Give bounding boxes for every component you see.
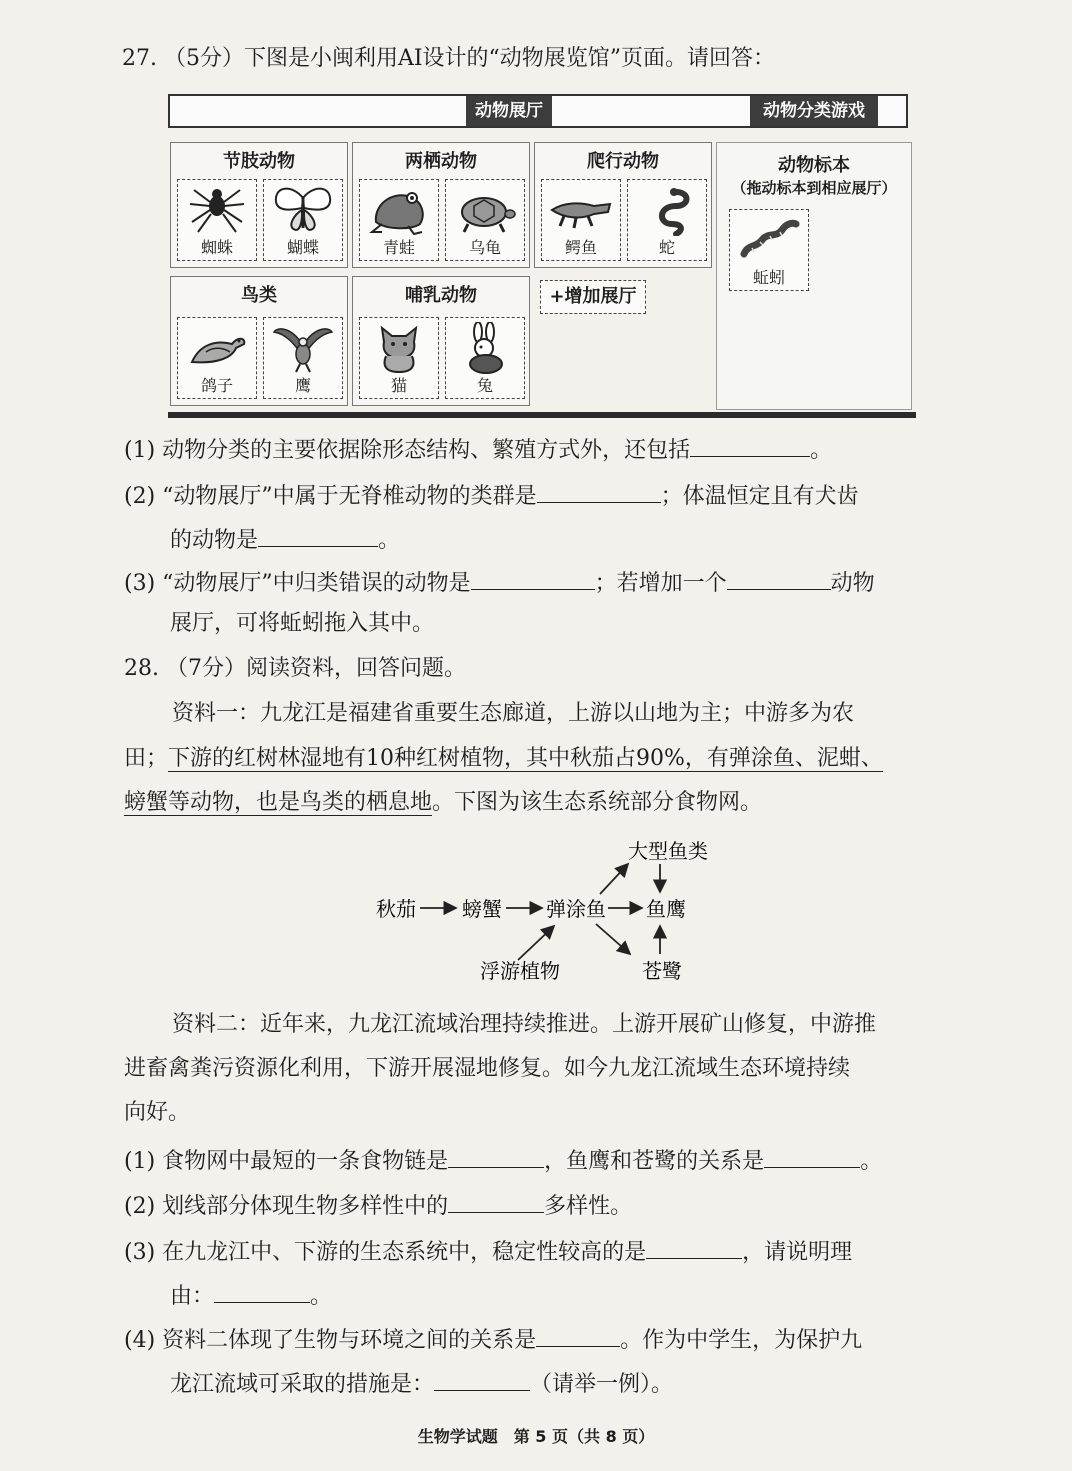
q28-s3-text-c: 由： <box>170 1284 215 1309</box>
animal-name: 乌龟 <box>468 238 501 257</box>
q27-sub2-cont <box>170 522 400 556</box>
cat-icon <box>368 322 430 374</box>
answer-blank[interactable] <box>537 478 661 503</box>
animal-name: 鳄鱼 <box>564 238 597 257</box>
q27-s1-text: (1) 动物分类的主要依据除形态结构、繁殖方式外，还包括 <box>124 438 691 463</box>
answer-blank[interactable] <box>646 1234 742 1259</box>
answer-blank[interactable] <box>471 565 595 590</box>
q28-sub4 <box>124 1322 862 1356</box>
panel-bottom-bar <box>168 412 916 418</box>
frog-icon <box>368 184 430 236</box>
q28-sub1 <box>124 1143 882 1177</box>
answer-blank[interactable] <box>214 1278 310 1303</box>
q27-sub3-cont: 展厅，可将蚯蚓拖入其中。 <box>170 611 435 636</box>
animal-card-turtle[interactable] <box>445 179 525 261</box>
animal-name: 兔 <box>476 376 493 395</box>
period: 。 <box>860 1149 883 1174</box>
node-heron: 苍鹭 <box>642 959 682 983</box>
q27-header: 27. （5分）下图是小闽利用AI设计的“动物展览馆”页面。请回答： <box>122 46 776 71</box>
q28-sub3-cont <box>170 1278 332 1312</box>
q27-s3-text: (3) “动物展厅”中归类错误的动物是 <box>124 571 471 596</box>
animal-name: 蚯蚓 <box>752 268 785 287</box>
q27-s3-text-b: ；若增加一个 <box>594 571 727 596</box>
q28-s3-text: (3) 在九龙江中、下游的生态系统中，稳定性较高的是 <box>124 1240 647 1265</box>
arrow <box>600 864 628 894</box>
q28-sub2 <box>124 1188 632 1222</box>
answer-blank[interactable] <box>448 1143 544 1168</box>
animal-card-spider[interactable] <box>177 179 257 261</box>
butterfly-icon <box>272 184 334 236</box>
hall-mammal <box>352 276 530 406</box>
q27-s3-text-c: 动物 <box>830 571 875 596</box>
node-osprey: 鱼鹰 <box>646 897 686 921</box>
animal-card-cat[interactable] <box>359 317 439 399</box>
hall-bird <box>170 276 348 406</box>
hall-title: 鸟类 <box>241 285 277 306</box>
hall-title: 节肢动物 <box>223 151 295 172</box>
arrow <box>596 924 630 954</box>
q28-s2-text-b: 多样性。 <box>544 1194 633 1219</box>
node-mudskipper: 弹涂鱼 <box>546 897 606 921</box>
material1-line1: 资料一：九龙江是福建省重要生态廊道，上游以山地为主；中游多为农 <box>172 701 855 726</box>
answer-blank[interactable] <box>536 1322 620 1347</box>
animal-card-snake[interactable] <box>627 179 707 261</box>
node-phytoplankton: 浮游植物 <box>480 959 560 983</box>
underlined-text: 螃蟹等动物，也是鸟类的栖息地 <box>124 790 433 815</box>
earthworm-icon <box>738 214 800 266</box>
animal-name: 猫 <box>390 376 407 395</box>
q28-s4-text: (4) 资料二体现了生物与环境之间的关系是 <box>124 1328 537 1353</box>
food-web-diagram <box>360 836 720 986</box>
q28-header: 28. （7分）阅读资料，回答问题。 <box>124 656 466 681</box>
q27-sub1 <box>124 432 832 466</box>
pigeon-icon <box>186 322 248 374</box>
node-large-fish: 大型鱼类 <box>628 839 708 863</box>
q28-s3-text-b: ，请说明理 <box>742 1240 853 1265</box>
hall-amphibian <box>352 142 530 268</box>
hall-title: 两栖动物 <box>405 151 477 172</box>
answer-blank[interactable] <box>258 522 378 547</box>
underlined-text: 下游的红树林湿地有10种红树植物，其中秋茄占90%，有弹涂鱼、泥蚶、 <box>168 746 883 771</box>
animal-name: 青蛙 <box>382 238 415 257</box>
q28-sub4-cont <box>170 1366 673 1400</box>
node-qiuqie: 秋茄 <box>376 897 416 921</box>
animal-name: 蜘蛛 <box>200 238 233 257</box>
answer-blank[interactable] <box>690 432 810 457</box>
q27-s2-text: (2) “动物展厅”中属于无脊椎动物的类群是 <box>124 484 537 509</box>
answer-blank[interactable] <box>434 1366 530 1391</box>
material2-line1: 资料二：近年来，九龙江流域治理持续推进。上游开展矿山修复，中游推 <box>172 1012 877 1037</box>
hall-reptile <box>534 142 712 268</box>
animal-name: 鸽子 <box>200 376 233 395</box>
period: 。 <box>810 438 833 463</box>
add-hall-button[interactable]: +增加展厅 <box>540 280 646 314</box>
specimen-panel <box>716 142 912 410</box>
animal-name: 蝴蝶 <box>286 238 319 257</box>
animal-card-butterfly[interactable] <box>263 179 343 261</box>
q27-s2-text-c: 的动物是 <box>170 528 259 553</box>
animal-card-pigeon[interactable] <box>177 317 257 399</box>
answer-blank[interactable] <box>764 1143 860 1168</box>
turtle-icon <box>454 184 516 236</box>
specimen-hint: （拖动标本到相应展厅） <box>731 179 897 197</box>
period: 。 <box>378 528 401 553</box>
q28-s1-text: (1) 食物网中最短的一条食物链是 <box>124 1149 449 1174</box>
spider-icon <box>186 184 248 236</box>
animal-card-rabbit[interactable] <box>445 317 525 399</box>
hall-title: 哺乳动物 <box>405 285 477 306</box>
tab-classification-game[interactable]: 动物分类游戏 <box>750 96 878 126</box>
animal-card-earthworm[interactable] <box>729 209 809 291</box>
q28-s4-text-b: 。作为中学生，为保护九 <box>620 1328 863 1353</box>
period: 。 <box>310 1284 333 1309</box>
q28-sub3 <box>124 1234 852 1268</box>
arrow <box>518 926 554 960</box>
q28-s4-text-d: （请举一例）。 <box>530 1372 674 1397</box>
animal-card-crocodile[interactable] <box>541 179 621 261</box>
page-footer: 生物学试题 第 5 页（共 8 页） <box>417 1427 655 1446</box>
animal-card-frog[interactable] <box>359 179 439 261</box>
animal-name: 鹰 <box>294 376 311 395</box>
q27-s2-text-b: ；体温恒定且有犬齿 <box>660 484 859 509</box>
crocodile-icon <box>550 184 612 236</box>
rabbit-icon <box>454 322 516 374</box>
q28-s1-text-b: ，鱼鹰和苍鹭的关系是 <box>544 1149 765 1174</box>
material1-line3 <box>124 788 762 818</box>
animal-name: 蛇 <box>658 238 675 257</box>
node-crab: 螃蟹 <box>462 897 502 921</box>
tab-animal-hall[interactable]: 动物展厅 <box>466 96 552 126</box>
q28-s2-text: (2) 划线部分体现生物多样性中的 <box>124 1194 449 1219</box>
material2-line2: 进畜禽粪污资源化利用，下游开展湿地修复。如今九龙江流域生态环境持续 <box>124 1056 851 1081</box>
animal-card-eagle[interactable] <box>263 317 343 399</box>
q27-sub3 <box>124 565 875 599</box>
eagle-icon <box>272 322 334 374</box>
material2-line3: 向好。 <box>124 1100 191 1125</box>
material1-text: 田； <box>124 746 169 771</box>
snake-icon <box>636 184 698 236</box>
specimen-title: 动物标本 <box>778 155 850 176</box>
hall-arthropod <box>170 142 348 268</box>
q27-sub2 <box>124 478 859 512</box>
answer-blank[interactable] <box>448 1188 544 1213</box>
hall-title: 爬行动物 <box>587 151 659 172</box>
material1-text: 。下图为该生态系统部分食物网。 <box>432 790 763 815</box>
material1-line2 <box>124 744 883 774</box>
answer-blank[interactable] <box>727 565 831 590</box>
q28-s4-text-c: 龙江流域可采取的措施是： <box>170 1372 435 1397</box>
